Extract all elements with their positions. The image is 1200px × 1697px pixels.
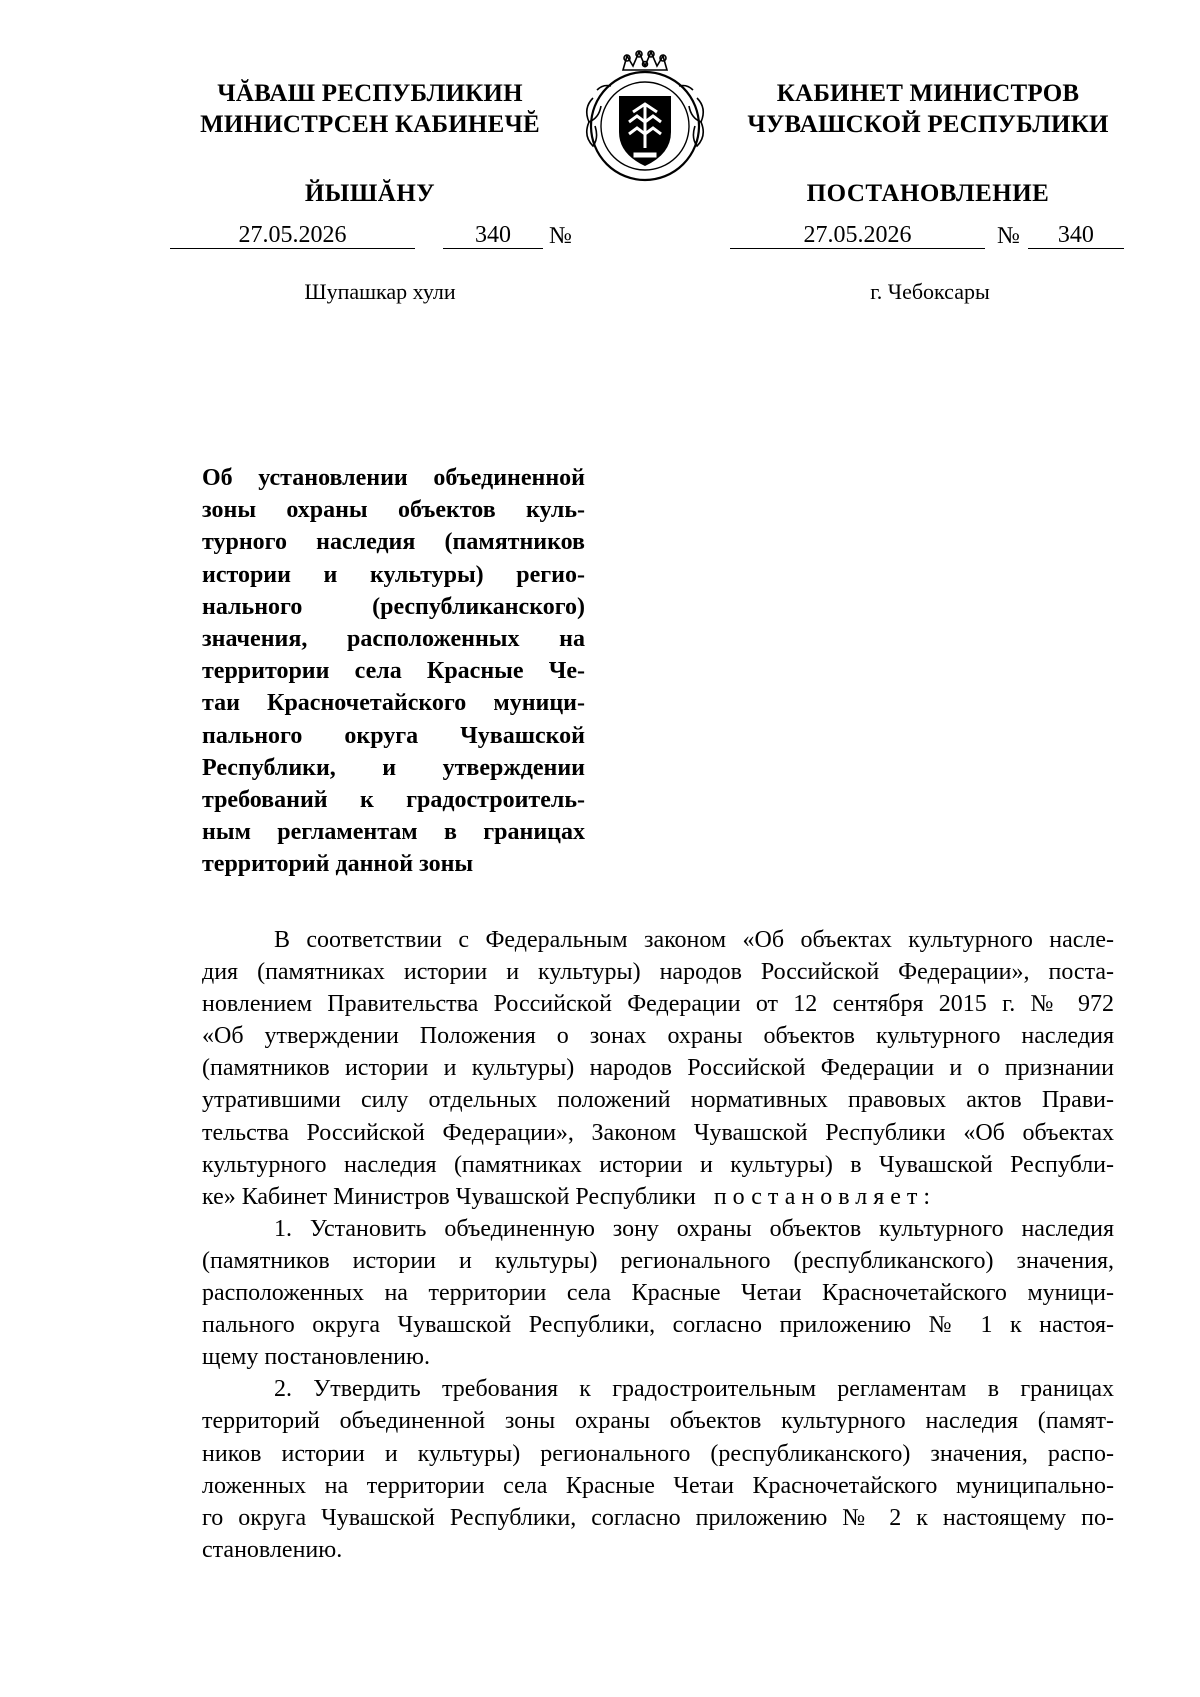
org-name-russian-line1: КАБИНЕТ МИНИСТРОВ [776, 80, 1080, 107]
decree-word: постановляет: [713, 1183, 937, 1210]
body-line: «Об утверждении Положения о зонах охраны объектов культурного наследия [202, 1023, 1114, 1050]
body-line: ложенных на территории села Красные Четаи Красночетайского муниципально- [202, 1472, 1114, 1499]
body-line-text: ке» Кабинет Министров Чувашской Республики [202, 1183, 696, 1210]
doc-type-chuvash: ЙЫШĂНУ [304, 180, 436, 207]
body-line: пального округа Чувашской Республики, согласно приложению № 1 к настоя- [202, 1312, 1114, 1339]
body-line: го округа Чувашской Республики, согласно приложению № 2 к настоящему по- [202, 1504, 1114, 1531]
title-line: нального (республиканского) [202, 593, 585, 620]
title-line: территории села Красные Че- [202, 658, 585, 685]
body-line: ников истории и культуры) регионального (республиканского) значения, распо- [202, 1440, 1114, 1467]
doc-type-russian: ПОСТАНОВЛЕНИЕ [806, 180, 1050, 207]
city-russian: г. Чебоксары [870, 279, 990, 304]
org-name-chuvash-line1: ЧĂВАШ РЕСПУБЛИКИН [217, 80, 523, 107]
title-line: требований к градостроитель- [202, 787, 585, 814]
org-name-chuvash-line2: МИНИСТРСЕН КАБИНЕЧĔ [200, 111, 540, 138]
body-line: 1. Установить объединенную зону охраны объектов культурного наследия [274, 1215, 1114, 1242]
date-right: 27.05.2026 [730, 222, 985, 249]
title-line: пального округа Чувашской [202, 722, 585, 749]
body-line: щему постановлению. [202, 1344, 430, 1371]
body-line: расположенных на территории села Красные Четаи Красночетайского муници- [202, 1280, 1114, 1307]
number-right: 340 [1028, 222, 1124, 249]
title-line: зоны охраны объектов куль- [202, 497, 585, 524]
body-line: утратившими силу отдельных положений нормативных правовых актов Прави- [202, 1087, 1114, 1114]
body-line-decree [202, 1181, 1114, 1213]
title-line: истории и культуры) регио- [202, 561, 585, 588]
title-line: турного наследия (памятников [202, 529, 585, 556]
body-line: дия (памятниках истории и культуры) народов Российской Федерации», поста- [202, 959, 1114, 986]
title-line: значения, расположенных на [202, 626, 585, 653]
date-left: 27.05.2026 [170, 222, 415, 249]
date-number-right [730, 222, 1150, 252]
body-line: территорий объединенной зоны охраны объектов культурного наследия (памят- [202, 1408, 1114, 1435]
title-line: Республики, и утверждении [202, 754, 585, 781]
title-line: Об установлении объединенной [202, 465, 585, 491]
body-line: новлением Правительства Российской Федерации от 12 сентября 2015 г. № 972 [202, 991, 1114, 1018]
title-line: территорий данной зоны [202, 851, 474, 878]
coat-of-arms-icon [575, 48, 715, 183]
body-line: тельства Российской Федерации», Законом Чувашской Республики «Об объектах [202, 1119, 1114, 1146]
date-number-left [170, 222, 590, 252]
body-line: 2. Утвердить требования к градостроительным регламентам в границах [274, 1376, 1114, 1403]
body-line: (памятников истории и культуры) регионального (республиканского) значения, [202, 1247, 1114, 1274]
city-chuvash: Шупашкар хули [304, 279, 456, 304]
number-left: 340 [443, 222, 543, 249]
document-title [202, 462, 585, 881]
document-body [202, 924, 1114, 1566]
title-line: ным регламентам в границах [202, 819, 585, 846]
body-line: (памятников истории и культуры) народов Российской Федерации и о признании [202, 1055, 1114, 1082]
body-line: В соответствии с Федеральным законом «Об объектах культурного насле- [274, 927, 1114, 953]
body-line: становлению. [202, 1536, 343, 1563]
org-name-russian-line2: ЧУВАШСКОЙ РЕСПУБЛИКИ [747, 111, 1109, 138]
number-sign-left: № [549, 223, 572, 249]
header-right [718, 78, 1138, 208]
header-left [165, 78, 575, 208]
number-sign-right: № [997, 223, 1020, 249]
title-line: таи Красночетайского муници- [202, 690, 585, 717]
body-line: культурного наследия (памятниках истории и культуры) в Чувашской Республи- [202, 1151, 1114, 1178]
